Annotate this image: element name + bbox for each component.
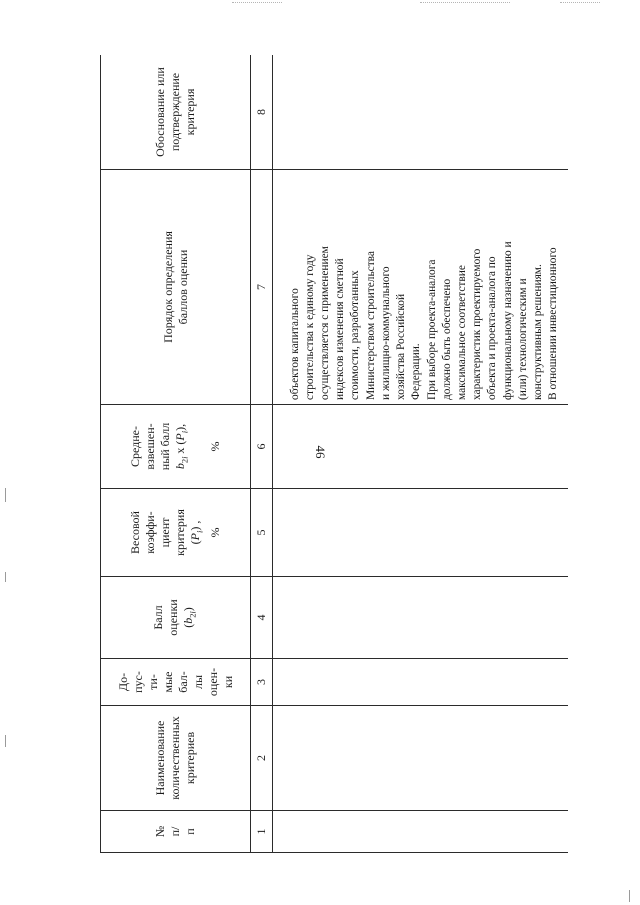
procedure-text [280, 170, 562, 404]
criteria-table [100, 55, 568, 853]
body-cell-justification [273, 55, 569, 170]
procedure-line: объектов капитального [288, 288, 301, 400]
column-number: 1 [251, 811, 273, 853]
page-number: 46 [313, 445, 328, 459]
header-cell-score: Балл оценки $(b_{2i})$ [101, 577, 251, 659]
procedure-line: стоимости, разработанных [349, 270, 362, 400]
body-cell-weighted-score [273, 405, 569, 489]
procedure-line: максимальное соответствие [455, 265, 468, 400]
column-number: 7 [251, 170, 273, 405]
column-number: 4 [251, 577, 273, 659]
body-cell-procedure [273, 170, 569, 405]
procedure-line: и жилищно-коммунального [379, 266, 392, 400]
procedure-line: хозяйства Российской [395, 293, 408, 400]
column-number-row [251, 55, 273, 853]
procedure-line: (или) технологическим и [516, 278, 529, 400]
header-cell-justification: Обоснование или подтверждение критерия [101, 55, 251, 170]
column-number: 8 [251, 55, 273, 170]
procedure-line: должно быть обеспечено [440, 278, 453, 400]
procedure-line: характеристик проектируемого [471, 248, 484, 400]
body-row [273, 55, 569, 853]
procedure-line: Министерством строительства [364, 251, 377, 400]
header-cell-weight: Весовой коэффи- циент критерия $(P_i)$ , % [101, 489, 251, 577]
header-cell-allowed-scores: До- пус- ти- мые бал- лы оцен- ки [101, 659, 251, 706]
procedure-line: Федерации. [410, 343, 423, 400]
body-cell-score [273, 577, 569, 659]
body-cell-number [273, 811, 569, 853]
column-number: 3 [251, 659, 273, 706]
procedure-line: При выборе проекта-аналога [425, 259, 438, 400]
scan-artifact [5, 572, 6, 582]
body-cell-weight [273, 489, 569, 577]
procedure-line: осуществляется с применением [319, 246, 332, 400]
scan-artifact [5, 488, 6, 502]
column-number: 2 [251, 706, 273, 811]
header-cell-number: № п/ п [101, 811, 251, 853]
header-cell-criteria-name: Наименование количественных критериев [101, 706, 251, 811]
column-number: 6 [251, 405, 273, 489]
header-cell-weighted-score: Средне- взвешен- ный балл $b_{2i}$ x $(P_i)$, % [101, 405, 251, 489]
procedure-line: функциональному назначению и [501, 241, 514, 400]
column-number: 5 [251, 489, 273, 577]
scan-artifact [629, 890, 630, 902]
scan-artifact [560, 2, 600, 4]
scan-artifact [232, 2, 282, 4]
header-row [101, 55, 251, 853]
procedure-line: объекта и проекта-аналога по [486, 256, 499, 400]
scan-artifact [5, 735, 6, 747]
procedure-line: конструктивным решениям. [531, 264, 544, 400]
scan-artifact [420, 2, 510, 4]
body-cell-allowed-scores [273, 659, 569, 706]
procedure-line: строительства к единому году [303, 254, 316, 400]
header-cell-procedure: Порядок определения баллов оценки [101, 170, 251, 405]
criteria-table-frame [100, 55, 568, 853]
procedure-line: индексов изменения сметной [334, 258, 347, 400]
procedure-line: В отношении инвестиционного [547, 247, 560, 400]
body-cell-criteria-name [273, 706, 569, 811]
